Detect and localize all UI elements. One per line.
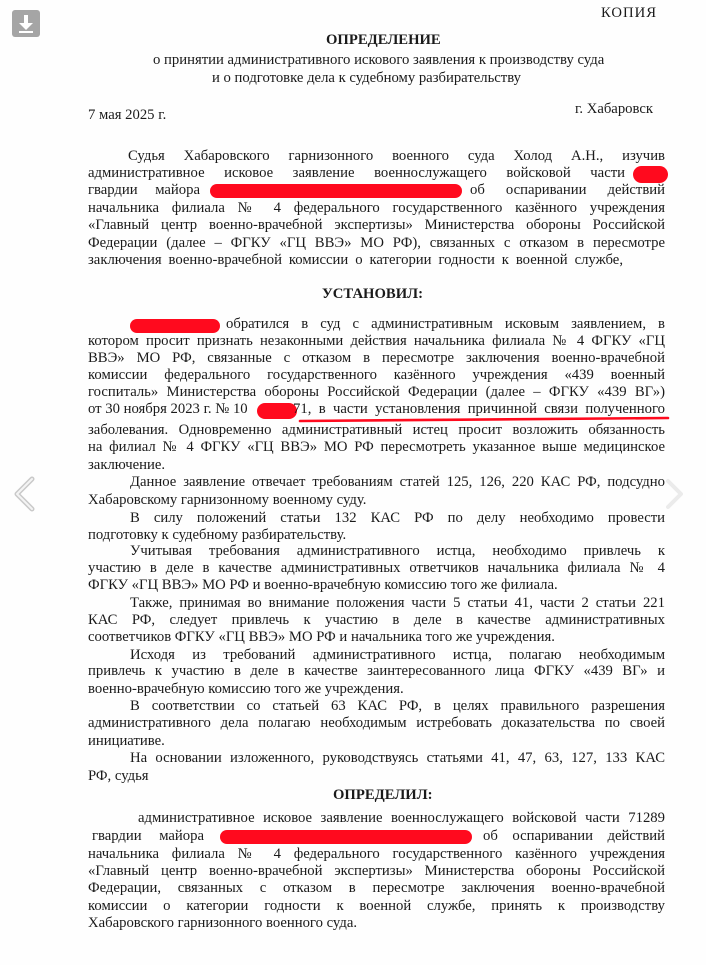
established-line: ВВЭ» МО РФ, связанные с отказом в пересмотре заключения военно-врачебной — [88, 350, 665, 366]
reasoning-line: участию в деле в качестве административных ответчиков начальника филиала № 4 — [88, 560, 665, 576]
document-title: ОПРЕДЕЛЕНИЕ — [326, 32, 441, 48]
established-line: на филиал № 4 ФГКУ «ГЦ ВВЭ» МО РФ пересмотреть указанное выше медицинское — [88, 439, 665, 455]
decided-line: Хабаровского гарнизонного военного суда. — [88, 915, 358, 931]
copy-label: КОПИЯ — [601, 5, 658, 21]
established-line: заболевания. Одновременно административный истец просит возложить обязанность — [88, 422, 665, 438]
intro-line: административное исковое заявление военнослужащего войсковой части — [88, 165, 625, 181]
intro-line: Судья Хабаровского гарнизонного военного суда Холод А.Н., изучив — [128, 148, 665, 164]
reasoning-line: На основании изложенного, руководствуясь статьями 41, 47, 63, 127, 133 КАС — [130, 750, 665, 766]
document-date: 7 мая 2025 г. — [88, 107, 167, 123]
heading-established: УСТАНОВИЛ: — [322, 286, 423, 302]
redaction-mark — [257, 403, 297, 419]
established-line: госпиталь» Министерства обороны Российской Федерации (далее – ФГКУ «439 ВГ») — [88, 384, 665, 400]
reasoning-line: Хабаровскому гарнизонному военному суду. — [88, 492, 367, 508]
intro-line: начальника филиала № 4 федерального государственного казённого учреждения — [88, 200, 665, 216]
heading-decided: ОПРЕДЕЛИЛ: — [333, 787, 433, 803]
download-button[interactable] — [12, 10, 40, 37]
reasoning-line: Также, принимая во внимание положения части 5 статьи 41, части 2 статьи 221 — [130, 595, 665, 611]
decided-line: комиссии о категории годности к военной службе, принять к производству — [88, 898, 665, 914]
reasoning-line: Учитывая требования административного истца, необходимо привлечь к — [130, 543, 665, 559]
established-line: 71, в части установления причинной связи полученного — [293, 401, 665, 417]
document-city: г. Хабаровск — [575, 101, 654, 117]
established-line: котором просит признать незаконными действия начальника филиала № 4 ФГКУ «ГЦ — [88, 333, 665, 349]
intro-line: Федерации (далее – ФГКУ «ГЦ ВВЭ» МО РФ), связанных с отказом в пересмотре — [88, 235, 665, 251]
reasoning-line: административного дела полагаю необходимым истребовать доказательства по своей — [88, 715, 665, 731]
established-line: комиссии федерального государственного казённого учреждения «439 военный — [88, 367, 665, 383]
document-subtitle-line: и о подготовке дела к судебному разбирательству — [212, 70, 521, 86]
reasoning-line: привлечь к участию в деле в качестве заинтересованного лица ФГКУ «439 ВГ» и — [88, 663, 665, 679]
reasoning-line: инициативе. — [88, 733, 165, 749]
document-subtitle-line: о принятии административного искового заявления к производству суда — [153, 52, 605, 68]
decided-line: об оспаривании действий — [483, 828, 665, 844]
redaction-mark — [130, 319, 220, 333]
reasoning-line: В соответствии со статьей 63 КАС РФ, в целях правильного разрешения — [130, 698, 665, 714]
decided-line: «Главный центр военно-врачебной экспертизы» Министерства обороны Российской — [88, 863, 665, 879]
reasoning-line: Данное заявление отвечает требованиям статей 125, 126, 220 КАС РФ, подсудно — [130, 474, 665, 490]
reasoning-line: В силу положений статьи 132 КАС РФ по делу необходимо провести — [130, 510, 665, 526]
decided-line: начальника филиала № 4 федерального государственного казённого учреждения — [88, 846, 665, 862]
redaction-mark — [210, 184, 462, 198]
established-line: заключение. — [88, 457, 166, 473]
reasoning-line: подготовку к судебному разбирательству. — [88, 527, 347, 543]
reasoning-line: Исходя из требований административного истца, полагаю необходимым — [130, 647, 665, 663]
decided-line: Федерации, связанных с отказом в пересмотре заключения военно-врачебной — [88, 880, 665, 896]
established-line: от 30 ноября 2023 г. № 10 — [88, 401, 248, 417]
decided-line: административное исковое заявление военнослужащего войсковой части 71289 — [138, 810, 665, 826]
reasoning-line: соответчиков ФГКУ «ГЦ ВВЭ» МО РФ и начальника того же учреждения. — [88, 629, 555, 645]
chevron-right-icon[interactable] — [662, 478, 686, 510]
redaction-mark — [220, 830, 472, 844]
redaction-mark — [633, 166, 668, 183]
chevron-left-icon[interactable] — [12, 476, 38, 512]
reasoning-line: военно-врачебную комиссию того же учреждения. — [88, 681, 404, 697]
decided-line: гвардии майора — [92, 828, 204, 844]
reasoning-line: КАС РФ, следует привлечь к участию в деле в качестве административных — [88, 612, 665, 628]
intro-line: «Главный центр военно-врачебной экспертизы» Министерства обороны Российской — [88, 217, 665, 233]
intro-line: об оспаривании действий — [470, 182, 665, 198]
reasoning-line: ФГКУ «ГЦ ВВЭ» МО РФ и военно-врачебную комиссию того же филиала. — [88, 577, 558, 593]
download-icon — [12, 10, 40, 37]
intro-line: заключения военно-врачебной комиссии о категории годности к военной службе, — [88, 252, 623, 268]
intro-line: гвардии майора — [88, 182, 200, 198]
established-line: обратился в суд с административным исковым заявлением, в — [226, 316, 665, 332]
reasoning-line: РФ, судья — [88, 768, 149, 784]
